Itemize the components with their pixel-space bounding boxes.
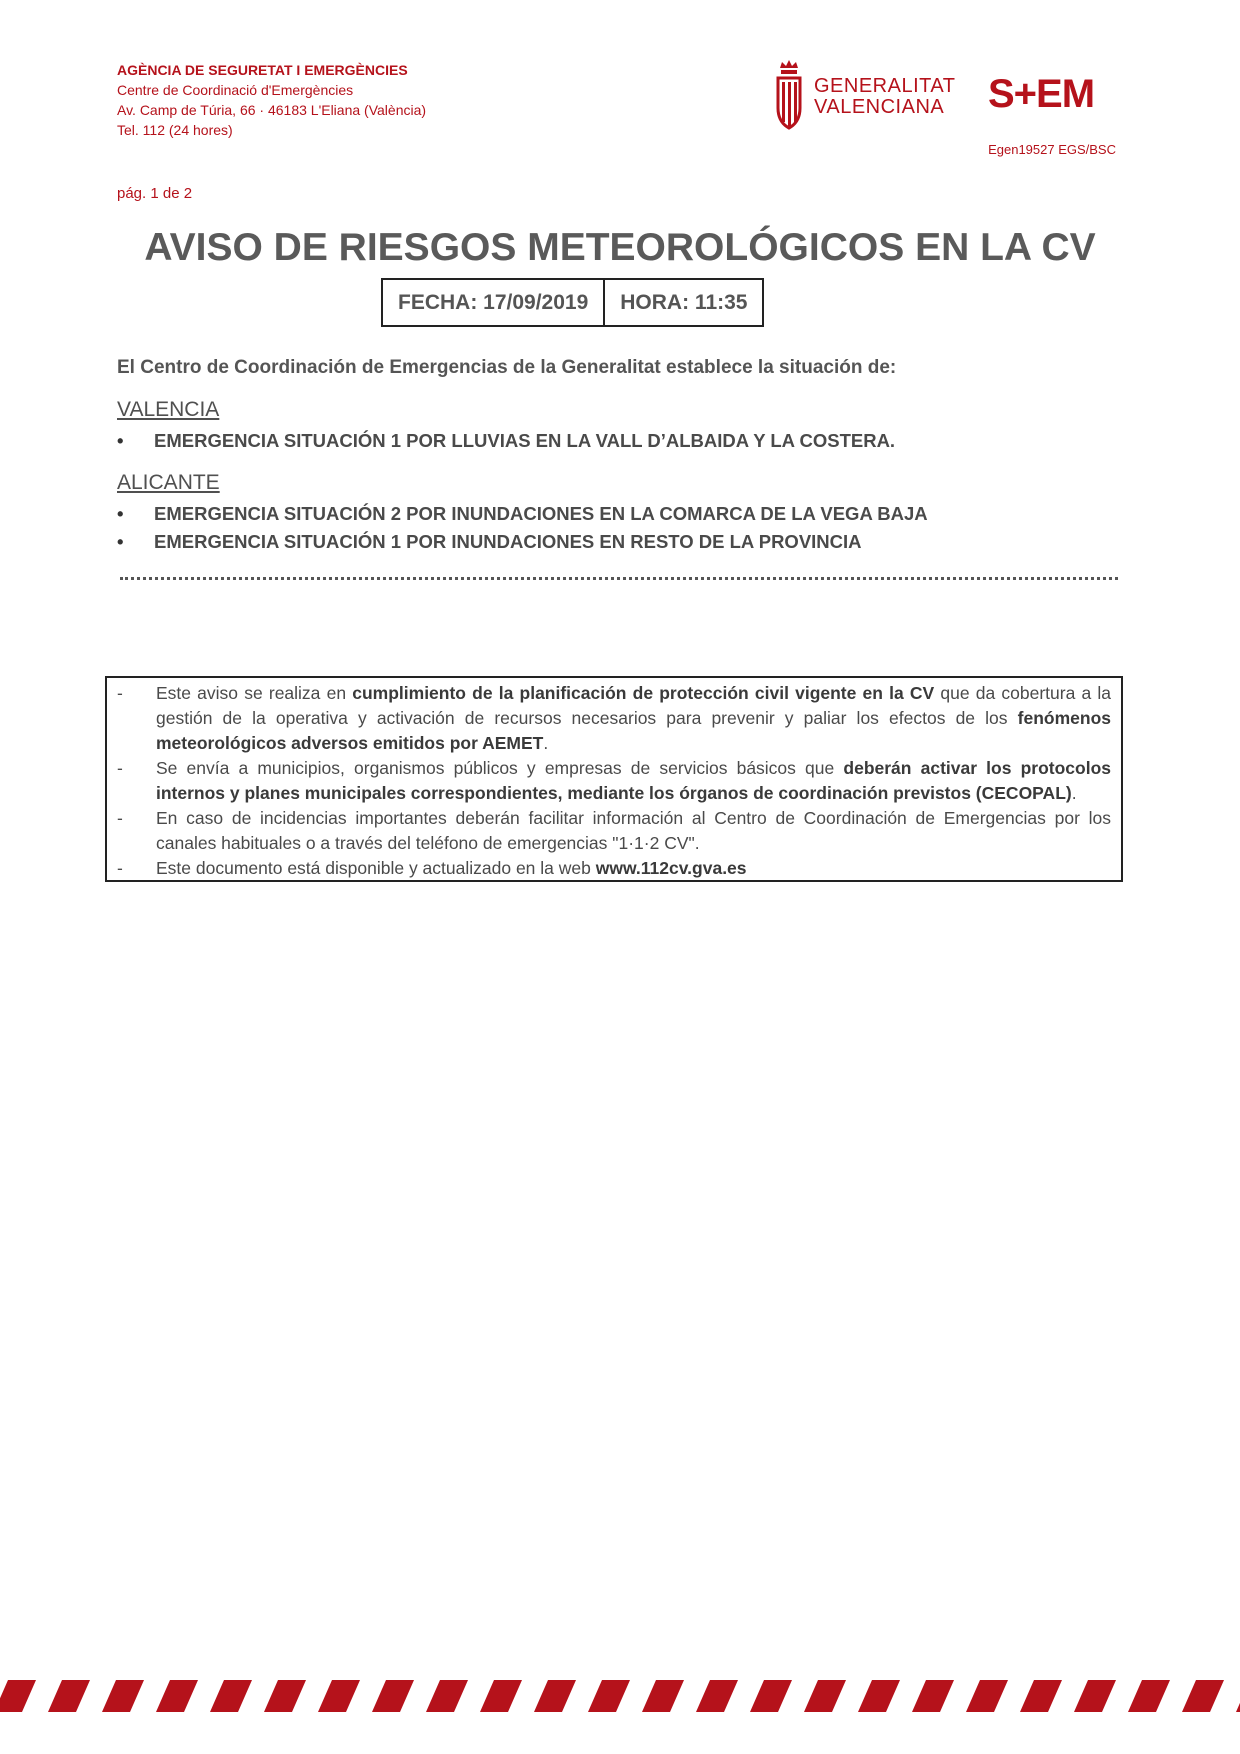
- note-text: [156, 856, 1111, 881]
- notice-box: [105, 676, 1123, 882]
- stripe-segment: [588, 1680, 630, 1712]
- stripe-segment: [480, 1680, 522, 1712]
- logo-line-1: GENERALITAT: [814, 75, 956, 97]
- stripe-segment: [156, 1680, 198, 1712]
- note-text-bold: www.112cv.gva.es: [595, 858, 747, 878]
- note-dash: -: [117, 858, 123, 878]
- generalitat-wordmark: [814, 76, 955, 118]
- logo-line-2: VALENCIANA: [814, 96, 945, 118]
- note-text-run: En caso de incidencias importantes deberán facilitar información al Centro de Coordinación de Emergencias por los canales habituales o a través del teléfono de emergencias "1·1·2 CV".: [156, 808, 1111, 853]
- note-text-bold: deberán activar los protocolos internos y planes municipales correspondientes, mediante los órganos de coordinación previstos (CECOPAL): [156, 758, 1111, 803]
- bullet-icon: •: [117, 430, 124, 451]
- stripe-segment: [966, 1680, 1008, 1712]
- note-text-run: .: [1071, 783, 1077, 803]
- notice-note: [117, 756, 1111, 806]
- stripe-segment: [804, 1680, 846, 1712]
- stripe-segment: [696, 1680, 738, 1712]
- stripe-segment: [1020, 1680, 1062, 1712]
- stripe-segment: [1236, 1680, 1240, 1712]
- stripe-segment: [210, 1680, 252, 1712]
- stripe-segment: [858, 1680, 900, 1712]
- agency-phone: Tel. 112 (24 hores): [117, 122, 233, 138]
- bullet-icon: •: [117, 503, 124, 524]
- stripe-segment: [642, 1680, 684, 1712]
- alert-item: [117, 430, 895, 452]
- region-heading-alicante: ALICANTE: [117, 471, 220, 494]
- stripe-segment: [1182, 1680, 1224, 1712]
- alert-text: EMERGENCIA SITUACIÓN 1 POR LLUVIAS EN LA VALL D’ALBAIDA Y LA COSTERA.: [154, 430, 896, 451]
- note-text-run: que da cobertura a la gestión de la operativa y activación de recursos necesarios para prevenir y paliar los efectos de los: [156, 683, 1111, 728]
- note-text-run: Este aviso se realiza en: [156, 683, 353, 703]
- region-heading-valencia: VALENCIA: [117, 398, 220, 421]
- time-label: HORA: 11:35: [603, 280, 762, 325]
- agency-contact-block: [117, 60, 426, 140]
- alert-item: [117, 503, 928, 525]
- stripe-segment: [912, 1680, 954, 1712]
- intro-statement: El Centro de Coordinación de Emergencias de la Generalitat establece la situación de:: [117, 357, 897, 378]
- alert-text: EMERGENCIA SITUACIÓN 2 POR INUNDACIONES EN LA COMARCA DE LA VEGA BAJA: [154, 503, 928, 524]
- stripe-segment: [318, 1680, 360, 1712]
- page-number: pág. 1 de 2: [117, 185, 193, 202]
- alert-item: [117, 531, 862, 553]
- bullet-icon: •: [117, 531, 124, 552]
- date-time-box: [381, 278, 764, 327]
- warning-stripe-band: [0, 1680, 1240, 1712]
- note-text-run: .: [543, 733, 549, 753]
- document-reference: Egen19527 EGS/BSC: [988, 142, 1116, 157]
- stripe-segment: [750, 1680, 792, 1712]
- date-label: FECHA: 17/09/2019: [398, 291, 589, 314]
- agency-address: Av. Camp de Túria, 66 · 46183 L'Eliana (València): [117, 102, 427, 118]
- stripe-segment: [1128, 1680, 1170, 1712]
- note-text: [156, 756, 1111, 806]
- notice-note: [117, 806, 1111, 856]
- note-text: [156, 806, 1111, 856]
- stripe-segment: [0, 1680, 36, 1712]
- sem-logo: S+EM: [988, 72, 1095, 116]
- note-dash: -: [117, 758, 123, 778]
- stripe-segment: [534, 1680, 576, 1712]
- note-dash: -: [117, 683, 123, 703]
- agency-name: AGÈNCIA DE SEGURETAT I EMERGÈNCIES: [117, 62, 408, 78]
- note-text-bold: fenómenos meteorológicos adversos emitidos por AEMET: [156, 708, 1111, 753]
- note-text-run: Este documento está disponible y actualizado en la web: [156, 858, 596, 878]
- dotted-separator: [120, 577, 1118, 580]
- coat-of-arms-icon: [772, 60, 806, 138]
- notice-note: [117, 856, 1111, 881]
- page-title: AVISO DE RIESGOS METEOROLÓGICOS EN LA CV: [144, 226, 1096, 269]
- stripe-segment: [102, 1680, 144, 1712]
- note-text-bold: cumplimiento de la planificación de protección civil vigente en la CV: [352, 683, 935, 703]
- stripe-segment: [1074, 1680, 1116, 1712]
- stripe-segment: [264, 1680, 306, 1712]
- note-dash: -: [117, 808, 123, 828]
- note-text: [156, 681, 1111, 756]
- agency-center: Centre de Coordinació d'Emergències: [117, 82, 354, 98]
- note-text-run: Se envía a municipios, organismos públicos y empresas de servicios básicos que: [156, 758, 844, 778]
- alert-text: EMERGENCIA SITUACIÓN 1 POR INUNDACIONES EN RESTO DE LA PROVINCIA: [154, 531, 862, 552]
- stripe-segment: [372, 1680, 414, 1712]
- notice-note: [117, 681, 1111, 756]
- stripe-segment: [426, 1680, 468, 1712]
- generalitat-valenciana-logo: [772, 60, 956, 138]
- stripe-segment: [48, 1680, 90, 1712]
